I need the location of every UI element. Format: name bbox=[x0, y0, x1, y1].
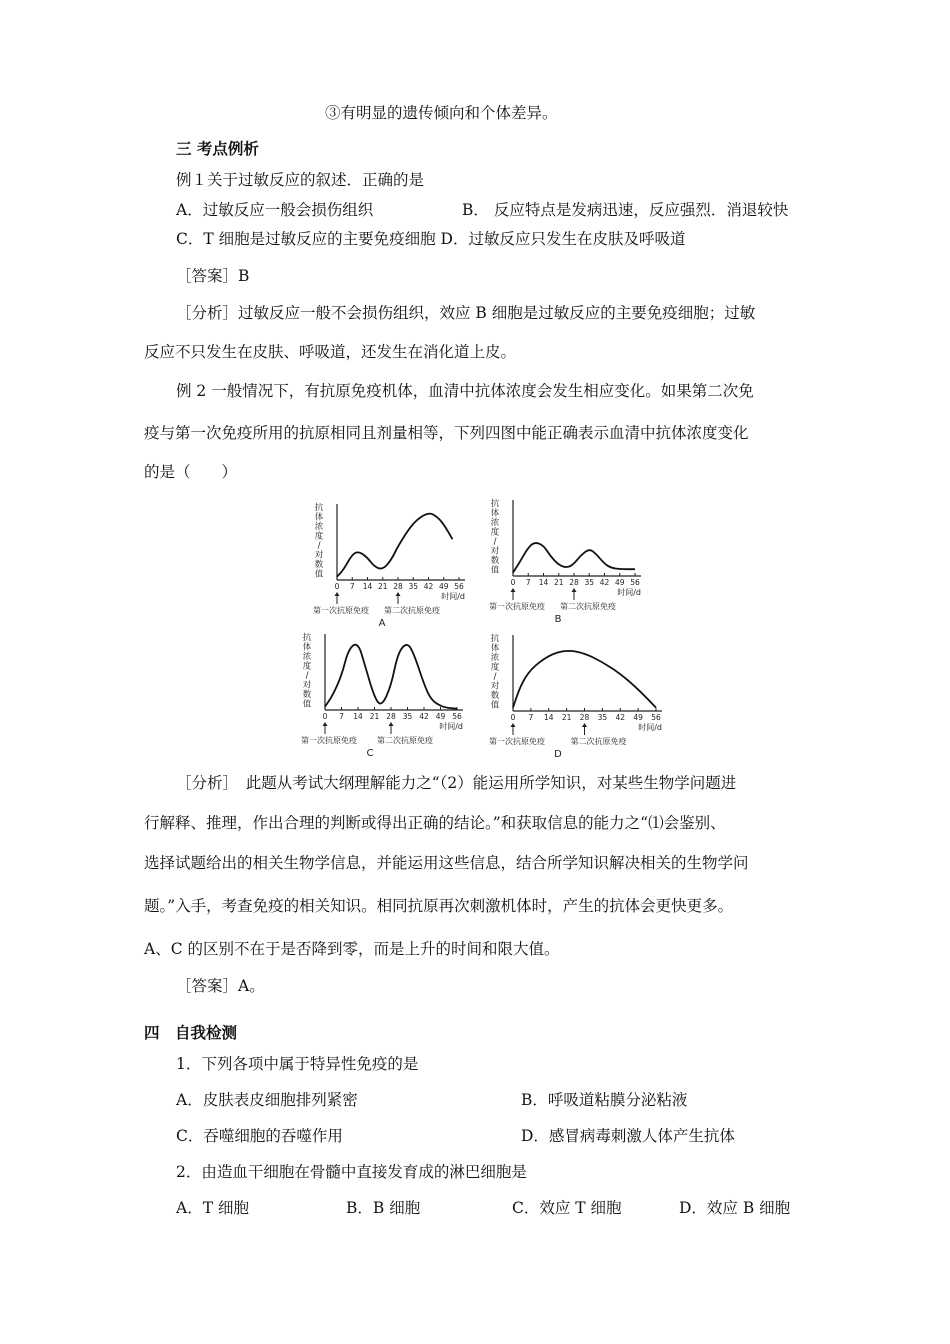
chart-c-first-immunization-label: 第一次抗原免疫 bbox=[301, 736, 357, 745]
ex1-option-b: B． 反应特点是发病迅速，反应强烈．消退较快 bbox=[462, 201, 789, 219]
chart-c-tick-label: 14 bbox=[353, 712, 363, 721]
chart-b-tick-label: 28 bbox=[569, 578, 579, 587]
chart-b-tick-label: 35 bbox=[584, 578, 595, 587]
ex2-analysis-line3: 选择试题给出的相关生物学信息，并能运用这些信息，结合所学知识解决相关的生物学问 bbox=[144, 854, 749, 872]
chart-a-ylabel-char: 对 bbox=[314, 550, 324, 561]
chart-a-series-line bbox=[337, 514, 452, 577]
chart-a-tick-label: 21 bbox=[377, 582, 388, 591]
chart-a-tick-label: 7 bbox=[349, 582, 355, 591]
chart-a-tick-label: 0 bbox=[334, 582, 340, 591]
chart-c-ylabel-char: 对 bbox=[302, 680, 312, 691]
chart-c-tick-label: 49 bbox=[435, 712, 446, 721]
ex2-question-line1: 例 2 一般情况下，有抗原免疫机体，血清中抗体浓度会发生相应变化。如果第二次免 bbox=[176, 382, 754, 400]
chart-c-tick-label: 28 bbox=[386, 712, 396, 721]
chart-c-tick-label: 7 bbox=[339, 712, 344, 721]
chart-b-second-immunization-label: 第二次抗原免疫 bbox=[560, 602, 616, 611]
chart-a-tick-label: 42 bbox=[423, 582, 434, 591]
chart-b-series-line bbox=[513, 543, 635, 573]
chart-c-ylabel-char: / bbox=[305, 671, 309, 681]
chart-d-second-immunization-label: 第二次抗原免疫 bbox=[570, 737, 627, 746]
chart-d-xlabel: 时间/d bbox=[638, 723, 662, 732]
chart-b-ylabel-char: 抗 bbox=[490, 499, 500, 509]
test-q1-option-d: D．感冒病毒刺激人体产生抗体 bbox=[521, 1127, 735, 1145]
section3-heading: 三 考点例析 bbox=[176, 140, 259, 158]
chart-b-ylabel-char: 体 bbox=[490, 508, 500, 519]
antibody-charts-figure bbox=[281, 496, 701, 760]
chart-c-tick-label: 35 bbox=[402, 712, 413, 721]
chart-a-xlabel: 时间/d bbox=[441, 592, 465, 601]
chart-a-tick-label: 28 bbox=[393, 582, 403, 591]
chart-a-ylabel-char: 体 bbox=[314, 512, 324, 523]
chart-b-ylabel-char: 数 bbox=[490, 556, 500, 566]
chart-a-ylabel-char: 数 bbox=[314, 560, 324, 570]
ex2-question-line2: 疫与第一次免疫所用的抗原相同且剂量相等，下列四图中能正确表示血清中抗体浓度变化 bbox=[144, 424, 749, 442]
test-q1-option-a: A．皮肤表皮细胞排列紧密 bbox=[176, 1091, 358, 1109]
chart-c-arrow-head-2 bbox=[389, 722, 394, 726]
chart-b-tick-label: 0 bbox=[510, 578, 516, 587]
chart-b-ylabel-char: 度 bbox=[490, 527, 500, 538]
chart-d-ylabel-char: 值 bbox=[490, 700, 500, 711]
ex2-analysis-line2: 行解释、推理，作出合理的判断或得出正确的结论。”和获取信息的能力之“⑴会鉴别、 bbox=[144, 814, 726, 832]
chart-a-ylabel-char: 抗 bbox=[314, 503, 324, 513]
chart-b-ylabel-char: / bbox=[493, 537, 497, 547]
test-q1: 1．下列各项中属于特异性免疫的是 bbox=[176, 1055, 419, 1073]
chart-a-first-immunization-label: 第一次抗原免疫 bbox=[313, 606, 369, 615]
ex2-analysis-line4: 题。”入手，考查免疫的相关知识。相同抗原再次刺激机体时，产生的抗体会更快更多。 bbox=[144, 897, 734, 915]
ex2-analysis-line5: A、C 的区别不在于是否降到零，而是上升的时间和限大值。 bbox=[144, 940, 560, 958]
chart-d-ylabel-char: / bbox=[493, 672, 497, 682]
chart-c-ylabel-char: 浓 bbox=[302, 652, 312, 662]
chart-b-tick-label: 42 bbox=[599, 578, 610, 587]
chart-c-ylabel-char: 数 bbox=[302, 690, 312, 700]
ex2-analysis-line1: ［分析］ 此题从考试大纲理解能力之“（2）能运用所学知识，对某些生物学问题进 bbox=[176, 774, 737, 792]
chart-a-second-immunization-label: 第二次抗原免疫 bbox=[384, 606, 440, 615]
top-line: ③有明显的遗传倾向和个体差异。 bbox=[325, 104, 558, 122]
chart-b-ylabel-char: 值 bbox=[490, 565, 500, 576]
chart-d-ylabel-char: 体 bbox=[490, 643, 500, 654]
chart-d-arrow-head-1 bbox=[511, 723, 516, 727]
test-q2-option-a: A．T 细胞 bbox=[176, 1199, 249, 1217]
chart-c-ylabel-char: 体 bbox=[302, 642, 312, 653]
chart-b-first-immunization-label: 第一次抗原免疫 bbox=[489, 602, 545, 611]
chart-a-panel-label: A bbox=[378, 618, 386, 629]
chart-b-tick-label: 49 bbox=[614, 578, 625, 587]
ex2-answer: ［答案］A。 bbox=[176, 977, 265, 995]
chart-d-tick-label: 7 bbox=[528, 713, 534, 722]
chart-a-tick-label: 14 bbox=[362, 582, 373, 591]
chart-c-panel-label: C bbox=[366, 748, 374, 759]
ex1-analysis-line2: 反应不只发生在皮肤、呼吸道，还发生在消化道上皮。 bbox=[144, 343, 517, 361]
antibody-charts-svg bbox=[281, 496, 701, 760]
chart-d-tick-label: 21 bbox=[561, 713, 572, 722]
chart-a-arrow-head-1 bbox=[335, 592, 340, 596]
chart-c-arrow-head-1 bbox=[323, 722, 328, 726]
chart-c-ylabel-char: 值 bbox=[302, 699, 312, 710]
chart-d-tick-label: 56 bbox=[651, 713, 661, 722]
chart-d-ylabel-char: 度 bbox=[490, 662, 500, 673]
chart-d-ylabel-char: 抗 bbox=[490, 634, 500, 644]
chart-b-tick-label: 14 bbox=[538, 578, 549, 587]
chart-d-tick-label: 42 bbox=[615, 713, 626, 722]
chart-d-tick-label: 14 bbox=[543, 713, 554, 722]
chart-a-tick-label: 35 bbox=[408, 582, 419, 591]
chart-d-first-immunization-label: 第一次抗原免疫 bbox=[489, 737, 545, 746]
ex1-option-cd: C．T 细胞是过敏反应的主要免疫细胞 D．过敏反应只发生在皮肤及呼吸道 bbox=[176, 230, 686, 248]
test-q2-option-c: C．效应 T 细胞 bbox=[512, 1199, 622, 1217]
chart-d-tick-label: 35 bbox=[597, 713, 608, 722]
ex1-analysis-line1: ［分析］过敏反应一般不会损伤组织，效应 B 细胞是过敏反应的主要免疫细胞；过敏 bbox=[176, 304, 756, 322]
chart-a-tick-label: 49 bbox=[438, 582, 449, 591]
test-q2-option-d: D．效应 B 细胞 bbox=[679, 1199, 791, 1217]
ex1-answer: ［答案］B bbox=[176, 267, 250, 285]
chart-d-ylabel-char: 数 bbox=[490, 691, 500, 701]
chart-c-ylabel-char: 度 bbox=[302, 661, 312, 672]
chart-d-tick-label: 28 bbox=[579, 713, 590, 722]
ex2-question-line3: 的是（ ） bbox=[144, 463, 238, 481]
chart-c-xlabel: 时间/d bbox=[439, 722, 463, 731]
chart-b-tick-label: 7 bbox=[525, 578, 531, 587]
chart-a-ylabel-char: / bbox=[317, 541, 321, 551]
chart-b-ylabel-char: 浓 bbox=[490, 518, 500, 528]
chart-c-tick-label: 56 bbox=[452, 712, 462, 721]
chart-b-panel-label: B bbox=[554, 614, 562, 625]
chart-a-ylabel-char: 度 bbox=[314, 531, 324, 542]
chart-a-tick-label: 56 bbox=[454, 582, 464, 591]
chart-d-ylabel-char: 对 bbox=[490, 681, 500, 692]
test-q1-option-c: C．吞噬细胞的吞噬作用 bbox=[176, 1127, 343, 1145]
chart-b-arrow-head-2 bbox=[572, 588, 577, 592]
chart-b-xlabel: 时间/d bbox=[617, 588, 641, 597]
chart-c-ylabel-char: 抗 bbox=[302, 633, 312, 643]
test-q2: 2．由造血干细胞在骨髓中直接发育成的淋巴细胞是 bbox=[176, 1163, 527, 1181]
test-q2-option-b: B．B 细胞 bbox=[346, 1199, 421, 1217]
chart-c-second-immunization-label: 第二次抗原免疫 bbox=[377, 736, 433, 745]
chart-b-arrow-head-1 bbox=[511, 588, 516, 592]
section4-heading: 四 自我检测 bbox=[144, 1024, 238, 1042]
chart-a-arrow-head-2 bbox=[396, 592, 401, 596]
test-q1-option-b: B．呼吸道粘膜分泌粘液 bbox=[521, 1091, 688, 1109]
chart-d-ylabel-char: 浓 bbox=[490, 653, 500, 663]
chart-d-tick-label: 0 bbox=[510, 713, 516, 722]
chart-d-series-line bbox=[513, 651, 656, 708]
chart-a-ylabel-char: 值 bbox=[314, 569, 324, 580]
chart-d-panel-label: D bbox=[554, 749, 562, 760]
ex1-question: 例１关于过敏反应的叙述．正确的是 bbox=[176, 171, 425, 189]
chart-c-series-line bbox=[325, 645, 457, 709]
ex1-option-a: A．过敏反应一般会损伤组织 bbox=[176, 201, 374, 219]
chart-b-ylabel-char: 对 bbox=[490, 546, 500, 557]
chart-b-tick-label: 21 bbox=[553, 578, 564, 587]
chart-b-tick-label: 56 bbox=[630, 578, 640, 587]
chart-d-tick-label: 49 bbox=[633, 713, 643, 722]
chart-c-tick-label: 21 bbox=[369, 712, 380, 721]
chart-d-arrow-head-2 bbox=[582, 723, 587, 727]
chart-c-tick-label: 0 bbox=[322, 712, 328, 721]
chart-a-ylabel-char: 浓 bbox=[314, 522, 324, 532]
chart-c-tick-label: 42 bbox=[419, 712, 429, 721]
